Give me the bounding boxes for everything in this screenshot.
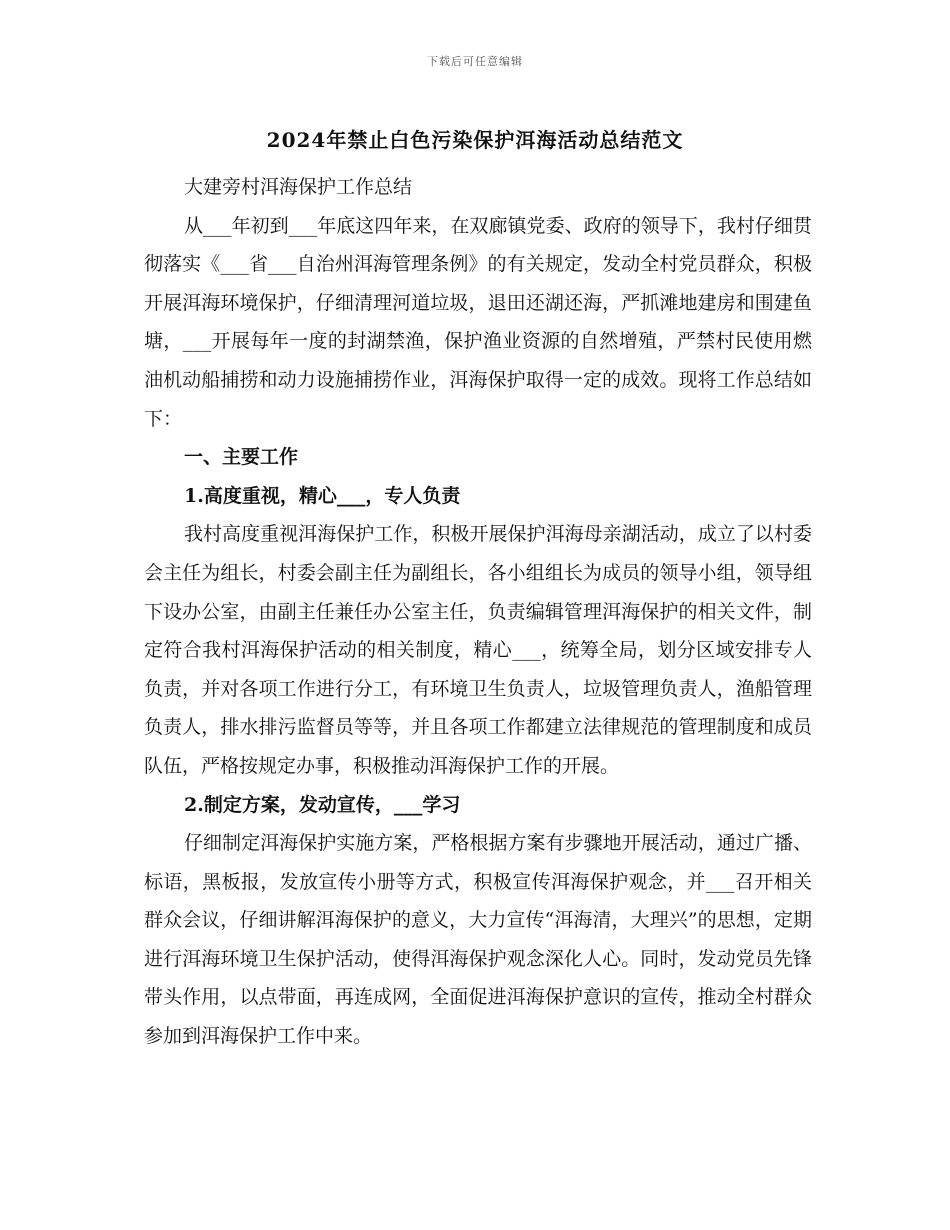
paragraph-intro: 从___年初到___年底这四年来，在双廊镇党委、政府的领导下，我村仔细贯彻落实《___省___自治州洱海管理条例》的有关规定，发动全村党员群众，积极开展洱海环境保护，仔细清理河道垃圾，退田还湖还海，严抓滩地建房和围建鱼塘，___开展每年一度的封湖禁渔，保护渔业资源的自然增殖，严禁村民使用燃油机动船捕捞和动力设施捕捞作业，洱海保护取得一定的成效。现将工作总结如下：: [144, 214, 812, 430]
document-body: [144, 168, 812, 1056]
document-title: 2024年禁止白色污染保护洱海活动总结范文: [266, 128, 684, 152]
header-note: 下载后可任意编辑: [427, 55, 523, 68]
section-heading-main-work: 一、主要工作: [184, 446, 299, 469]
paragraph-subtitle: 大建旁村洱海保护工作总结: [184, 176, 413, 198]
subheading-1: 1.高度重视，精心___，专人负责: [184, 484, 461, 507]
paragraph-2: 仔细制定洱海保护实施方案，严格根据方案有步骤地开展活动，通过广播、标语，黑板报，发放宣传小册等方式，积极宣传洱海保护观念，并___召开相关群众会议，仔细讲解洱海保护的意义，大力宣传“洱海清，大理兴”的思想，定期进行洱海环境卫生保护活动，使得洱海保护观念深化人心。同时，发动党员先锋带头作用，以点带面，再连成网，全面促进洱海保护意识的宣传，推动全村群众参加到洱海保护工作中来。: [144, 832, 812, 1048]
subheading-2: 2.制定方案，发动宣传，___学习: [184, 793, 461, 816]
paragraph-1: 我村高度重视洱海保护工作，积极开展保护洱海母亲湖活动，成立了以村委会主任为组长，村委会副主任为副组长，各小组组长为成员的领导小组，领导组下设办公室，由副主任兼任办公室主任，负责编辑管理洱海保护的相关文件，制定符合我村洱海保护活动的相关制度，精心___，统筹全局，划分区域安排专人负责，并对各项工作进行分工，有环境卫生负责人，垃圾管理负责人，渔船管理负责人，排水排污监督员等等，并且各项工作都建立法律规范的管理制度和成员队伍，严格按规定办事，积极推动洱海保护工作的开展。: [144, 523, 812, 777]
